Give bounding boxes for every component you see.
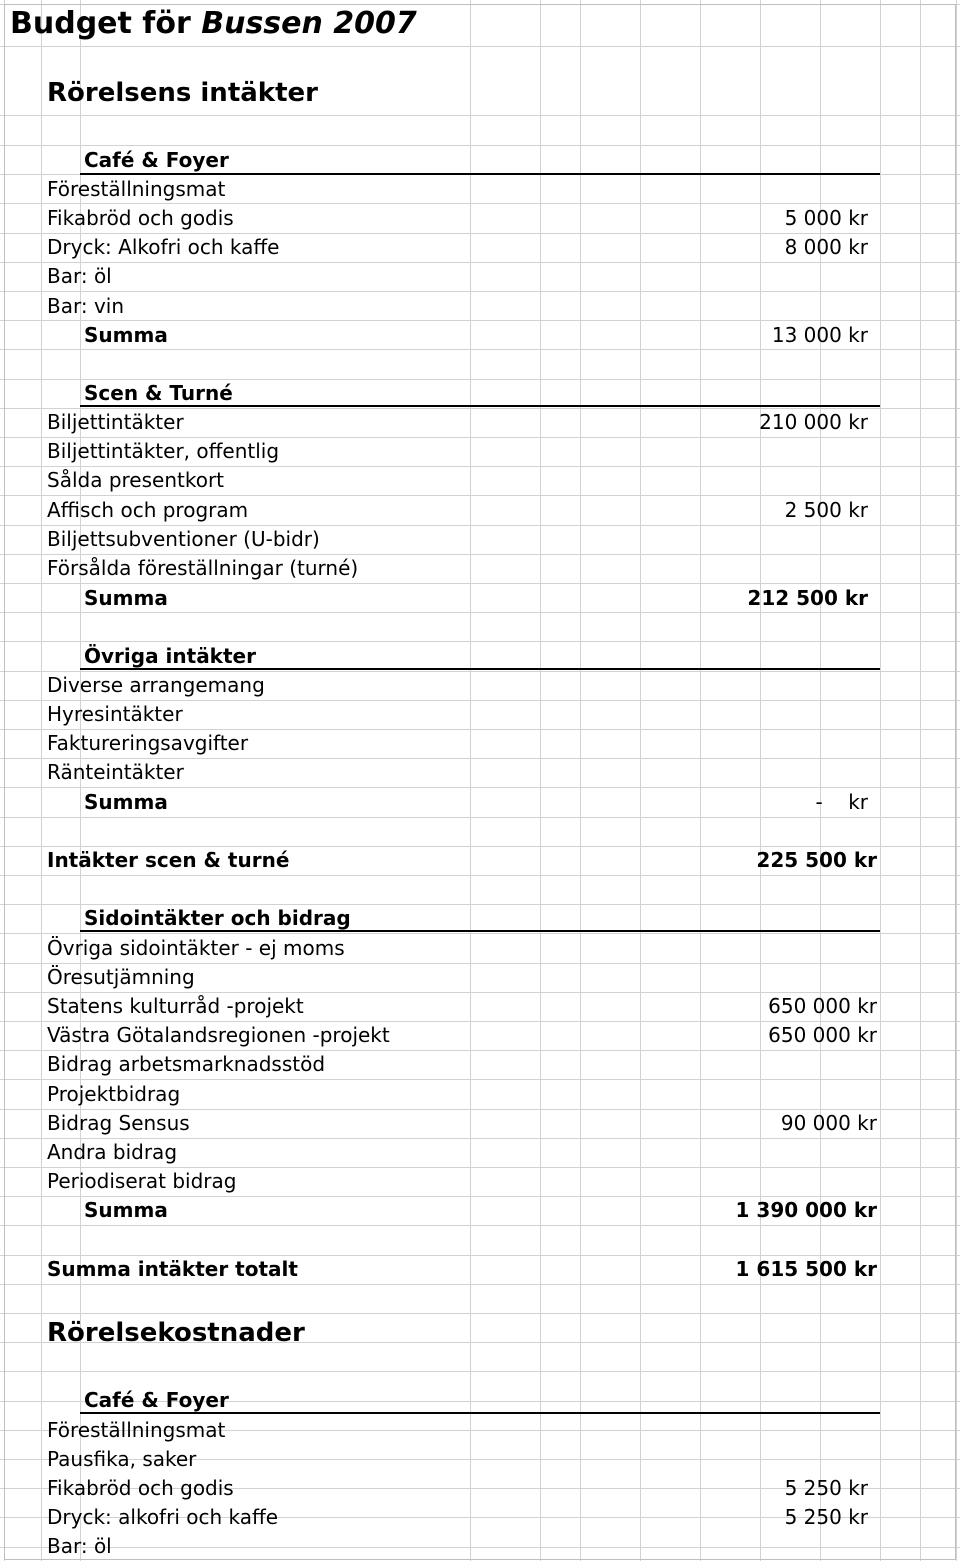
line-item: Västra Götalandsregionen -projekt bbox=[47, 1023, 390, 1047]
group-header-sido: Sidointäkter och bidrag bbox=[84, 906, 351, 930]
sum-value: 212 500 kr bbox=[747, 586, 868, 610]
line-item: Statens kulturråd -projekt bbox=[47, 994, 304, 1018]
grand-total-value: 1 615 500 kr bbox=[735, 1257, 877, 1281]
group-header-cost-cafe: Café & Foyer bbox=[84, 1388, 229, 1412]
page-title bbox=[10, 6, 417, 41]
line-item: Diverse arrangemang bbox=[47, 673, 265, 697]
group-header-cafe: Café & Foyer bbox=[84, 148, 229, 172]
amount-cell: 210 000 kr bbox=[759, 410, 868, 434]
line-item: Fikabröd och godis bbox=[47, 1476, 234, 1500]
amount-cell: 90 000 kr bbox=[780, 1111, 877, 1135]
line-item: Andra bidrag bbox=[47, 1140, 178, 1164]
line-item: Bar: öl bbox=[47, 264, 112, 288]
subtotal-label: Intäkter scen & turné bbox=[47, 848, 290, 872]
line-item: Bar: öl bbox=[47, 1534, 112, 1558]
section-heading-costs: Rörelsekostnader bbox=[47, 1318, 305, 1348]
line-item: Dryck: Alkofri och kaffe bbox=[47, 235, 280, 259]
amount-cell: 650 000 kr bbox=[768, 994, 877, 1018]
line-item: Försålda föreställningar (turné) bbox=[47, 556, 359, 580]
sum-value: 1 390 000 kr bbox=[735, 1198, 877, 1222]
sum-label: Summa bbox=[84, 586, 168, 610]
sum-label: Summa bbox=[84, 323, 168, 347]
line-item: Föreställningsmat bbox=[47, 177, 226, 201]
sum-label: Summa bbox=[84, 1198, 168, 1222]
line-item: Affisch och program bbox=[47, 498, 249, 522]
amount-cell: 8 000 kr bbox=[784, 235, 868, 259]
line-item: Biljettintäkter, offentlig bbox=[47, 439, 280, 463]
line-item: Bar: vin bbox=[47, 294, 125, 318]
line-item: Öresutjämning bbox=[47, 965, 195, 989]
group-underline bbox=[80, 1412, 880, 1414]
line-item: Sålda presentkort bbox=[47, 468, 225, 492]
group-underline bbox=[80, 930, 880, 932]
line-item: Biljettintäkter bbox=[47, 410, 184, 434]
line-item: Pausfika, saker bbox=[47, 1447, 197, 1471]
amount-cell: 2 500 kr bbox=[784, 498, 868, 522]
amount-cell: 5 250 kr bbox=[784, 1505, 868, 1529]
line-item: Ränteintäkter bbox=[47, 760, 184, 784]
line-item: Projektbidrag bbox=[47, 1082, 181, 1106]
amount-cell: 650 000 kr bbox=[768, 1023, 877, 1047]
subtotal-value: 225 500 kr bbox=[756, 848, 877, 872]
line-item: Bidrag Sensus bbox=[47, 1111, 190, 1135]
group-underline bbox=[80, 173, 880, 175]
group-header-scen: Scen & Turné bbox=[84, 381, 233, 405]
line-item: Faktureringsavgifter bbox=[47, 731, 249, 755]
line-item: Dryck: alkofri och kaffe bbox=[47, 1505, 279, 1529]
sum-value: 13 000 kr bbox=[771, 323, 868, 347]
grand-total-label: Summa intäkter totalt bbox=[47, 1257, 298, 1281]
line-item: Periodiserat bidrag bbox=[47, 1169, 237, 1193]
title-prefix: Budget för bbox=[10, 6, 202, 41]
group-header-ovriga: Övriga intäkter bbox=[84, 644, 256, 668]
title-emphasis: Bussen 2007 bbox=[201, 6, 417, 41]
amount-cell: 5 250 kr bbox=[784, 1476, 868, 1500]
line-item: Bidrag arbetsmarknadsstöd bbox=[47, 1052, 326, 1076]
line-item: Föreställningsmat bbox=[47, 1418, 226, 1442]
amount-cell: 5 000 kr bbox=[784, 206, 868, 230]
line-item: Övriga sidointäkter - ej moms bbox=[47, 936, 345, 960]
line-item: Biljettsubventioner (U-bidr) bbox=[47, 527, 320, 551]
sum-label: Summa bbox=[84, 790, 168, 814]
sum-value: - kr bbox=[815, 790, 868, 814]
section-heading-income: Rörelsens intäkter bbox=[47, 78, 318, 108]
group-underline bbox=[80, 668, 880, 670]
line-item: Hyresintäkter bbox=[47, 702, 183, 726]
group-underline bbox=[80, 405, 880, 407]
line-item: Fikabröd och godis bbox=[47, 206, 234, 230]
